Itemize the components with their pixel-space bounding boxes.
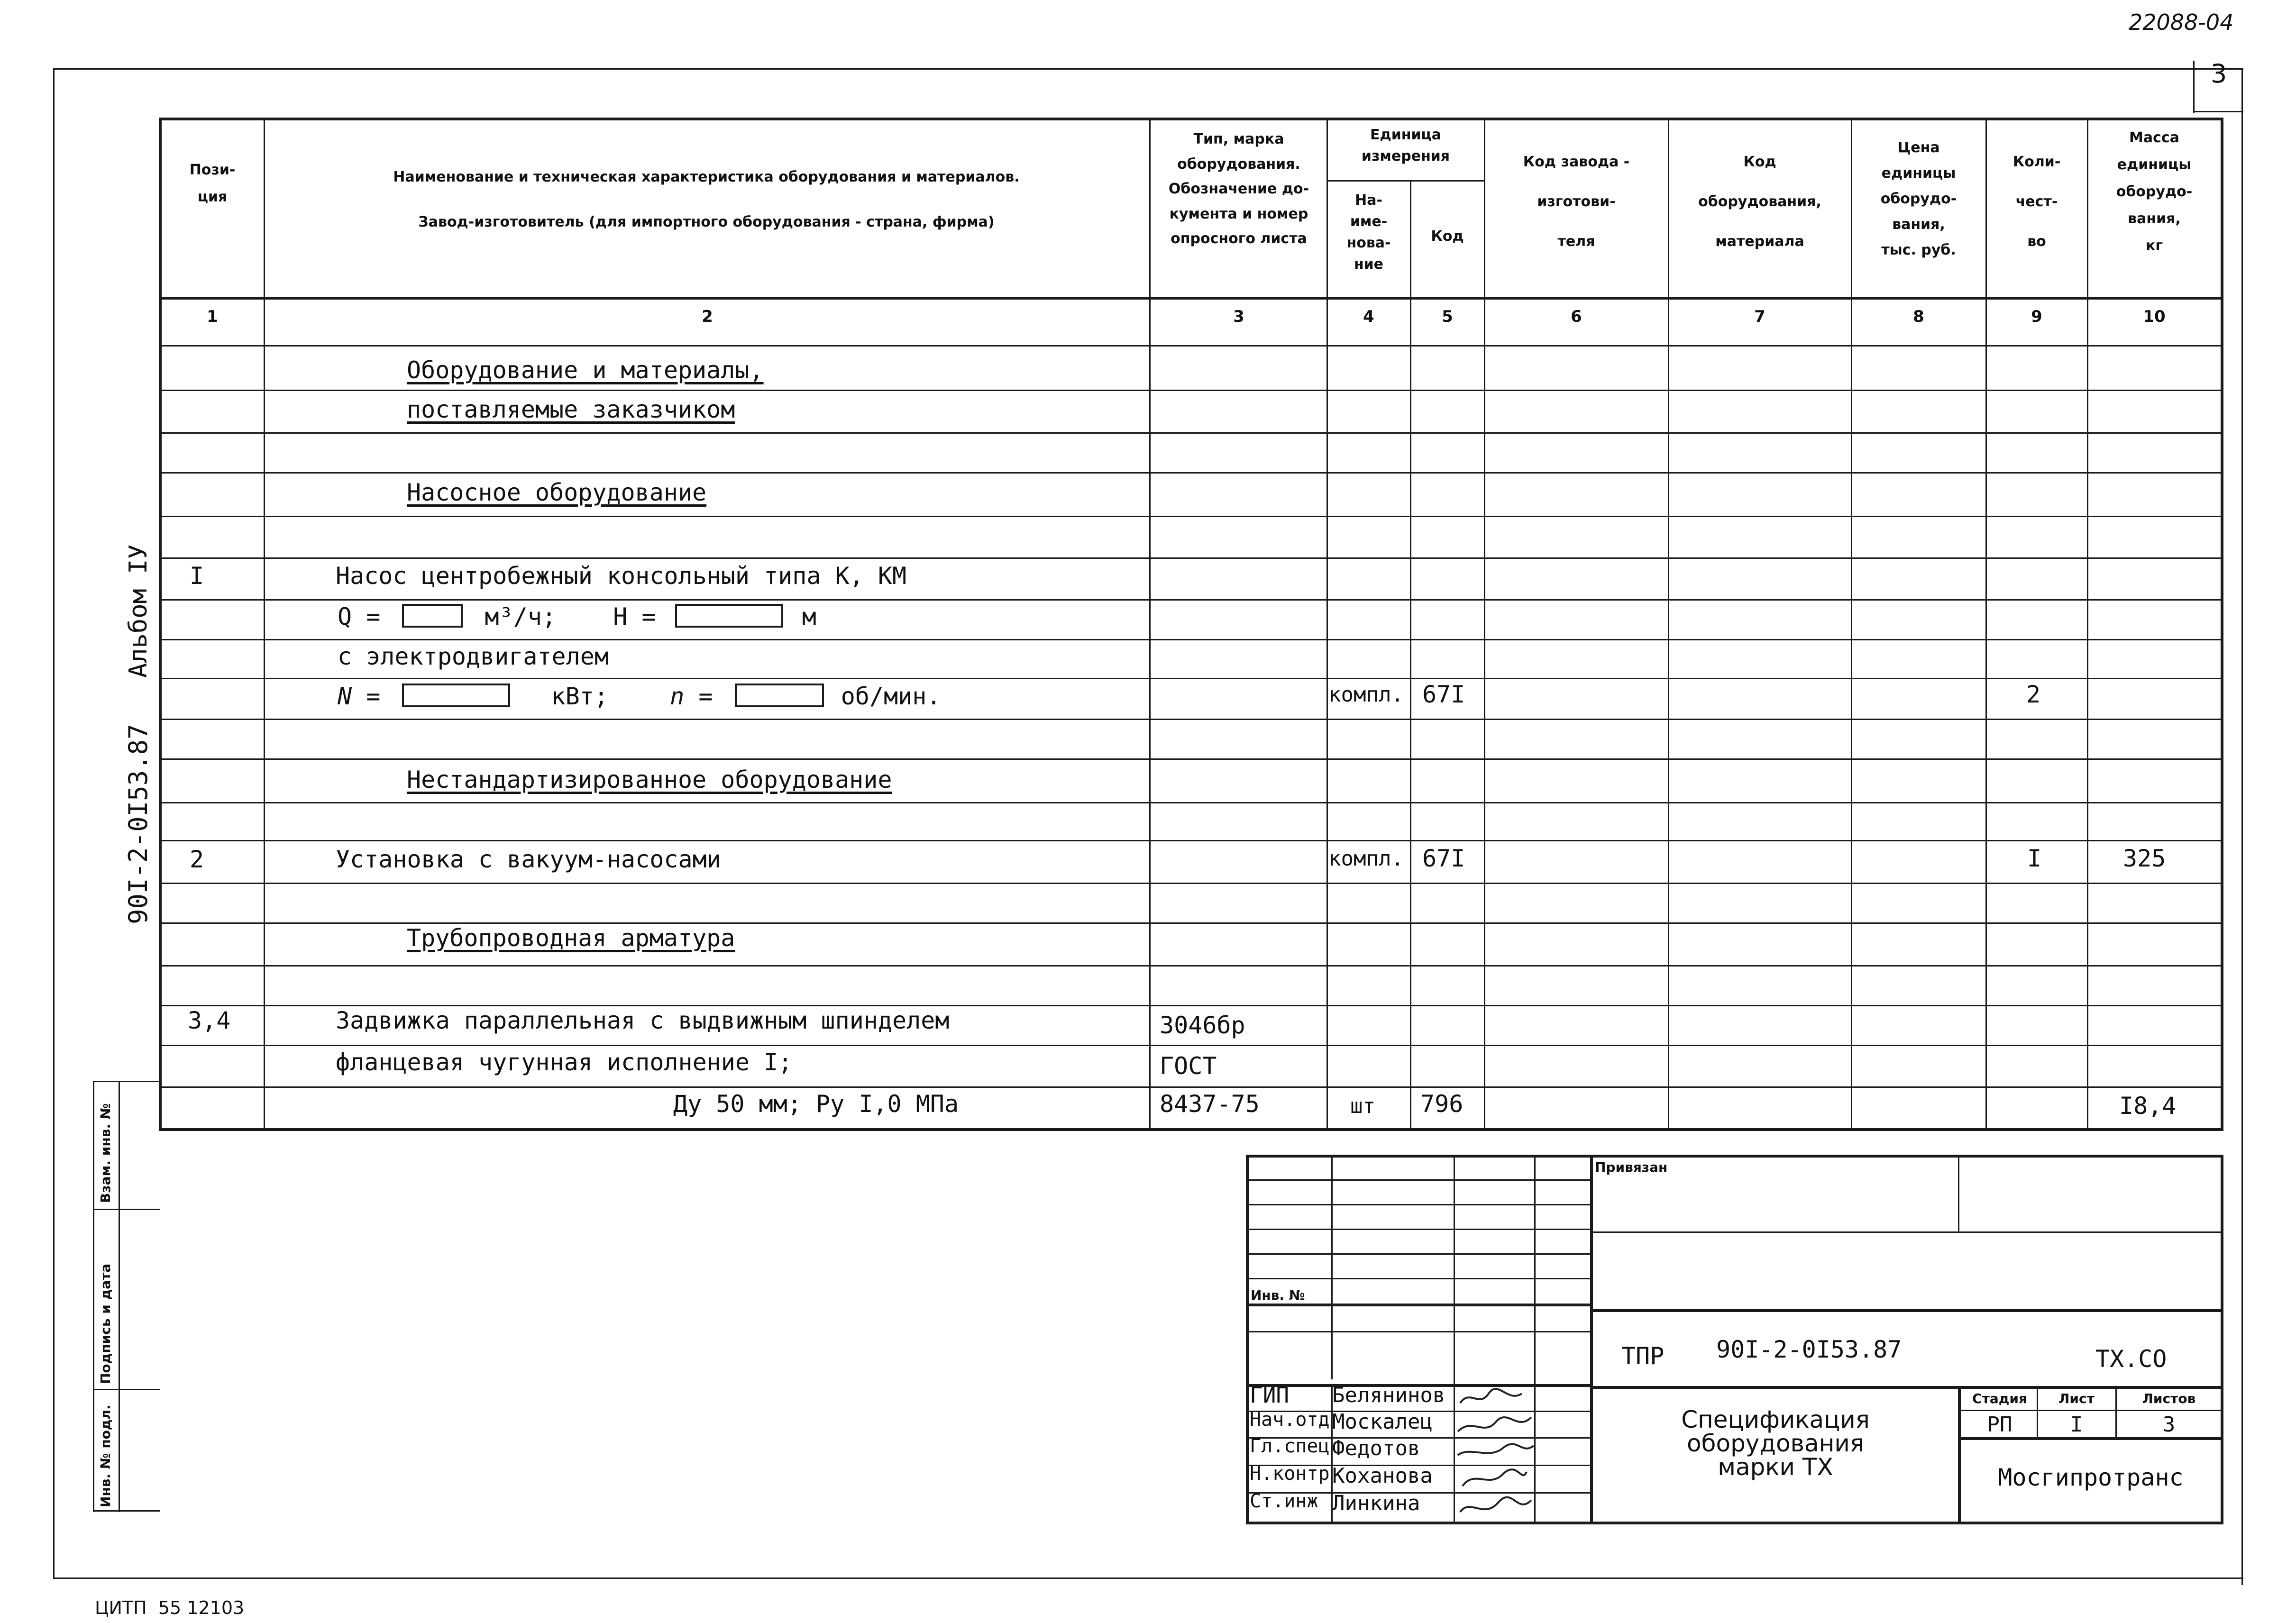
side-stamp-top bbox=[93, 1081, 160, 1082]
side-vzam-label: Взам. инв. № bbox=[98, 1103, 113, 1203]
tpr-bottom bbox=[1591, 1386, 2223, 1389]
stamp-sheet-label: Лист bbox=[2058, 1391, 2095, 1406]
stamp-title bbox=[1593, 1408, 1958, 1479]
stage-header-bottom bbox=[1959, 1410, 2223, 1411]
item3-type-c: 8437-75 bbox=[1160, 1090, 1260, 1118]
item2-unit: компл. bbox=[1328, 847, 1404, 871]
colnum-5: 5 bbox=[1442, 307, 1453, 326]
title-divider bbox=[1958, 1386, 1961, 1523]
col-line-1 bbox=[264, 118, 265, 1129]
item1-q-unit: м³/ч; bbox=[485, 603, 557, 630]
row-line bbox=[160, 432, 2223, 434]
table-right bbox=[2221, 118, 2223, 1131]
header-unit-code: Код bbox=[1431, 228, 1464, 245]
stamp-privyazan: Привязан bbox=[1595, 1159, 1668, 1175]
row-line bbox=[160, 639, 2223, 640]
side-stamp-mid bbox=[119, 1081, 120, 1512]
row-line bbox=[160, 922, 2223, 924]
stamp-mark: ТХ.СО bbox=[2095, 1345, 2167, 1373]
stamp-sheets-label: Листов bbox=[2142, 1391, 2196, 1406]
role-n-kontr: Н.контр bbox=[1250, 1463, 1330, 1485]
grid-row bbox=[1247, 1331, 1591, 1332]
section-pipeline-fittings: Трубопроводная арматура bbox=[407, 924, 735, 952]
side-stamp-left bbox=[93, 1081, 94, 1512]
role-gl-spec: Гл.спец bbox=[1250, 1435, 1330, 1457]
item3-name-c: Ду 50 мм; Ру I,0 МПа bbox=[673, 1090, 959, 1118]
row-line bbox=[160, 1045, 2223, 1046]
stamp-right bbox=[2221, 1155, 2223, 1524]
header-name-line2: Завод-изготовитель (для импортного оборудования - страна, фирма) bbox=[418, 214, 995, 230]
item1-position: I bbox=[190, 562, 204, 590]
table-bottom bbox=[160, 1128, 2223, 1131]
name-linkina: Линкина bbox=[1332, 1491, 1420, 1515]
side-stamp-bottom bbox=[93, 1510, 160, 1512]
col-line-7 bbox=[1851, 118, 1852, 1129]
grid-row-inv bbox=[1247, 1304, 1591, 1306]
row-line bbox=[160, 472, 2223, 474]
footer-print-code: ЦИТП 55 12103 bbox=[95, 1597, 245, 1618]
n-value-box bbox=[402, 684, 510, 707]
privyazan-bottom bbox=[1591, 1231, 2223, 1233]
header-price: Цена единицы оборудо- вания, тыс. руб. bbox=[1880, 139, 1957, 258]
grid-row bbox=[1247, 1229, 1591, 1230]
stamp-organization: Мосгипротранс bbox=[1998, 1464, 2184, 1491]
item1-n-label: N = bbox=[338, 683, 381, 710]
header-name-line1: Наименование и техническая характеристика оборудования и материалов. bbox=[393, 169, 1020, 185]
frame-right bbox=[2241, 68, 2243, 1585]
item1-rpm-label: n = bbox=[670, 683, 713, 710]
role-nach-otd: Нач.отд bbox=[1250, 1409, 1330, 1431]
grid-col-a bbox=[1331, 1155, 1333, 1379]
item1-quantity: 2 bbox=[2026, 681, 2041, 708]
stamp-bottom bbox=[1246, 1522, 2223, 1524]
tpr-top bbox=[1591, 1309, 2223, 1312]
row-line bbox=[160, 1086, 2223, 1088]
colnum-3: 3 bbox=[1233, 307, 1244, 326]
stamp-top bbox=[1246, 1155, 2223, 1158]
page-box-left bbox=[2193, 61, 2195, 113]
name-moskalets: Москалец bbox=[1332, 1410, 1433, 1434]
header-position: Пози- ция bbox=[189, 162, 236, 205]
stamp-stage: РП bbox=[1987, 1413, 2012, 1437]
item1-params-q-h bbox=[338, 603, 816, 630]
item3-type-a: 3046бр bbox=[1160, 1012, 1245, 1039]
unit-sub-line bbox=[1326, 180, 1485, 182]
table-left bbox=[159, 118, 162, 1131]
side-project-code: 90I-2-0I53.87 bbox=[123, 724, 153, 924]
section-pump-equipment: Насосное оборудование bbox=[407, 479, 707, 506]
item2-quantity: I bbox=[2027, 845, 2042, 872]
col-line-6 bbox=[1668, 118, 1669, 1129]
row-line bbox=[160, 557, 2223, 559]
item3-name-b: фланцевая чугунная исполнение I; bbox=[336, 1049, 793, 1076]
col-line-5 bbox=[1484, 118, 1485, 1129]
item1-code: 67I bbox=[1422, 681, 1465, 708]
side-podpis-label: Подпись и дата bbox=[98, 1263, 113, 1384]
row-line bbox=[160, 802, 2223, 803]
colnum-4: 4 bbox=[1363, 307, 1374, 326]
colnum-8: 8 bbox=[1913, 307, 1924, 326]
item3-name-a: Задвижка параллельная с выдвижным шпинделем bbox=[336, 1007, 950, 1034]
row-line bbox=[160, 390, 2223, 391]
item3-unit: шт bbox=[1350, 1094, 1375, 1118]
stamp-left bbox=[1246, 1155, 1249, 1524]
row-line bbox=[160, 678, 2223, 679]
header-bottom bbox=[160, 297, 2223, 300]
section-nonstandard: Нестандартизированное оборудование bbox=[407, 766, 892, 793]
col-line-2 bbox=[1149, 118, 1151, 1129]
colnum-10: 10 bbox=[2143, 307, 2166, 326]
row-line bbox=[160, 965, 2223, 967]
col-line-9 bbox=[2087, 118, 2088, 1129]
signature-moskalets bbox=[1458, 1417, 1531, 1432]
document-code: 22088-04 bbox=[2129, 9, 2234, 35]
item1-h-label: H = bbox=[613, 603, 656, 630]
colnum-9: 9 bbox=[2031, 307, 2042, 326]
item1-motor: с электродвигателем bbox=[338, 643, 609, 670]
row-line bbox=[160, 758, 2223, 760]
signature-marks bbox=[1451, 1384, 1541, 1524]
colnum-bottom bbox=[160, 345, 2223, 346]
header-type: Тип, марка оборудования. Обозначение до- кумента и номер опросного листа bbox=[1168, 131, 1309, 247]
rpm-value-box bbox=[735, 684, 824, 707]
stamp-inv-no: Инв. № bbox=[1251, 1287, 1305, 1303]
section-customer-supplied-b: поставляемые заказчиком bbox=[407, 396, 735, 423]
header-unit: Единица измерения bbox=[1361, 127, 1450, 164]
row-line bbox=[160, 840, 2223, 841]
name-belyaninov: Белянинов bbox=[1332, 1383, 1445, 1407]
stamp-sheet: I bbox=[2070, 1413, 2083, 1437]
item1-rpm-unit: об/мин. bbox=[841, 683, 941, 710]
row-line bbox=[160, 719, 2223, 720]
item1-h-unit: м bbox=[802, 603, 816, 630]
stamp-title-line3: марки ТХ bbox=[1718, 1453, 1833, 1481]
grid-row bbox=[1247, 1204, 1591, 1205]
row-line bbox=[160, 599, 2223, 601]
item2-code: 67I bbox=[1422, 845, 1465, 872]
signature-kokhanova bbox=[1463, 1469, 1527, 1486]
row-line bbox=[160, 516, 2223, 517]
name-fedotov: Федотов bbox=[1332, 1436, 1420, 1460]
frame-left bbox=[53, 68, 55, 1578]
colnum-2: 2 bbox=[702, 307, 713, 326]
stamp-sheets: 3 bbox=[2162, 1413, 2176, 1437]
header-unit-name: На- име- нова- ние bbox=[1346, 192, 1391, 273]
header-factory-code: Код завода - изготови- теля bbox=[1523, 154, 1630, 250]
row-line bbox=[160, 883, 2223, 884]
item3-type-b: ГОСТ bbox=[1160, 1052, 1217, 1080]
side-stamp-sep2 bbox=[93, 1389, 160, 1390]
item3-mass: I8,4 bbox=[2119, 1092, 2177, 1120]
item2-position: 2 bbox=[190, 846, 204, 873]
frame-bottom bbox=[53, 1577, 2243, 1579]
page-number: 3 bbox=[2210, 59, 2227, 89]
stamp-tpr: ТПР bbox=[1621, 1342, 1665, 1370]
colnum-1: 1 bbox=[207, 307, 218, 326]
item3-code: 796 bbox=[1420, 1090, 1464, 1118]
h-value-box bbox=[675, 604, 783, 628]
role-gip: ГИП bbox=[1250, 1382, 1290, 1408]
page-box-bottom bbox=[2193, 111, 2243, 112]
stage-values-bottom bbox=[1959, 1437, 2223, 1440]
stamp-project-code: 90I-2-0I53.87 bbox=[1716, 1336, 1902, 1363]
item1-unit: компл. bbox=[1328, 683, 1404, 707]
header-equipment-code: Код оборудования, материала bbox=[1698, 154, 1821, 250]
side-inv-podl-label: Инв. № подл. bbox=[98, 1404, 113, 1507]
item1-params-n bbox=[338, 683, 941, 710]
grid-row bbox=[1247, 1179, 1591, 1181]
frame-top bbox=[53, 68, 2243, 70]
col-line-8 bbox=[1985, 118, 1987, 1129]
stamp-stage-label: Стадия bbox=[1972, 1391, 2027, 1406]
item2-mass: 325 bbox=[2123, 845, 2166, 872]
header-mass: Масса единицы оборудо- вания, кг bbox=[2116, 129, 2193, 254]
item3-position: 3,4 bbox=[188, 1007, 231, 1034]
row-line bbox=[160, 1005, 2223, 1006]
signature-fedotov bbox=[1458, 1444, 1534, 1455]
signature-belyaninov bbox=[1460, 1389, 1522, 1403]
grid-row bbox=[1247, 1253, 1591, 1255]
item2-name: Установка с вакуум-насосами bbox=[336, 846, 721, 873]
table-top bbox=[160, 118, 2223, 120]
name-kokhanova: Коханова bbox=[1332, 1464, 1433, 1488]
item1-q-label: Q = bbox=[338, 603, 381, 630]
header-quantity: Коли- чест- во bbox=[2012, 154, 2061, 250]
stamp-title-line2: оборудования bbox=[1687, 1430, 1864, 1457]
section-customer-supplied-a: Оборудование и материалы, bbox=[407, 356, 764, 384]
side-stamp-sep1 bbox=[93, 1209, 160, 1210]
colnum-6: 6 bbox=[1571, 307, 1582, 326]
item1-name: Насос центробежный консольный типа К, КМ bbox=[336, 562, 907, 590]
q-value-box bbox=[402, 604, 463, 628]
stamp-title-line1: Спецификация bbox=[1681, 1406, 1870, 1433]
role-st-inzh: Ст.инж bbox=[1250, 1490, 1318, 1512]
privyazan-divider bbox=[1958, 1155, 1959, 1231]
item1-n-unit: кВт; bbox=[551, 683, 608, 710]
grid-row bbox=[1247, 1278, 1591, 1279]
signature-linkina bbox=[1460, 1497, 1531, 1512]
album-label: Альбом IУ bbox=[124, 544, 153, 678]
colnum-7: 7 bbox=[1754, 307, 1765, 326]
